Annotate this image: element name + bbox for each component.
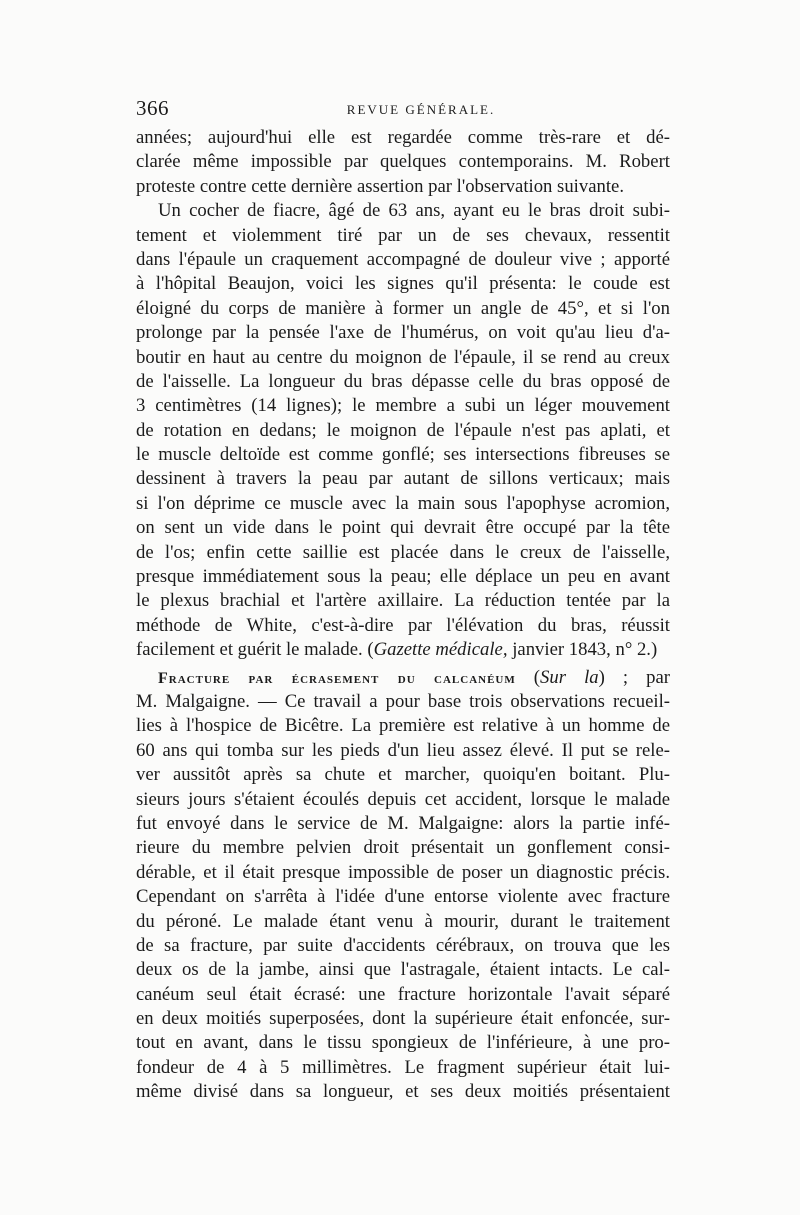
text-line: clarée même impossible par quelques contemporains. M. Robert: [136, 151, 670, 173]
text-line: de l'aisselle. La longueur du bras dépasse celle du bras opposé de: [136, 370, 670, 392]
page-number: 366: [136, 96, 169, 120]
text-line: méthode de White, c'est-à-dire par l'élévation du bras, réussit: [136, 614, 670, 636]
text-line: on sent un vide dans le point qui devrait être occupé par la tête: [136, 517, 670, 539]
text-line: si l'on déprime ce muscle avec la main sous l'apophyse acromion,: [136, 492, 670, 514]
text-line: prolonge par la pensée l'axe de l'humérus, on voit qu'au lieu d'a-: [136, 322, 670, 344]
text-line: rieure du membre pelvien droit présentait un gonflement consi-: [136, 837, 670, 859]
text-line: à l'hôpital Beaujon, voici les signes qu'il présenta: le coude est: [136, 273, 670, 295]
text-line: Cependant on s'arrêta à l'idée d'une entorse violente avec fracture: [136, 886, 670, 908]
page-header: [136, 96, 670, 122]
paragraph-2: [136, 199, 670, 638]
text-line: presque immédiatement sous la peau; elle déplace un peu en avant: [136, 566, 670, 588]
text-line: fut envoyé dans le service de M. Malgaigne: alors la partie infé-: [136, 812, 670, 834]
text-line: tement et violemment tiré par un de ses chevaux, ressentit: [136, 224, 670, 246]
text-line: de l'os; enfin cette saillie est placée dans le creux de l'aisselle,: [136, 541, 670, 563]
paragraph-1: [136, 126, 670, 199]
text-line: 3 centimètres (14 lignes); le membre a subi un léger mouvement: [136, 395, 670, 417]
text-line: de rotation en dedans; le moignon de l'épaule n'est pas aplati, et: [136, 419, 670, 441]
text-line: ver aussitôt après sa chute et marcher, quoiqu'en boitant. Plu-: [136, 764, 670, 786]
section-heading-italic: Sur la: [540, 666, 599, 688]
text-line: dessinent à travers la peau par autant de sillons verticaux; mais: [136, 468, 670, 490]
text-line: le muscle deltoïde est comme gonflé; ses intersections fibreuses se: [136, 444, 670, 466]
paragraph-2-last-line: [136, 638, 670, 662]
text-line: sieurs jours s'étaient écoulés depuis cet accident, lorsque le malade: [136, 788, 670, 810]
text-line: dans l'épaule un craquement accompagné de douleur vive ; apporté: [136, 248, 670, 270]
section-heading: Fracture par écrasement du calcanéum: [158, 669, 516, 687]
section-heading-tail: ) ; par: [598, 666, 670, 688]
citation-date: janvier 1843, n° 2.): [507, 639, 658, 661]
text-line: lies à l'hospice de Bicêtre. La première est relative à un homme de: [136, 715, 670, 737]
body-text: [136, 126, 670, 1105]
text-line: 60 ans qui tomba sur les pieds d'un lieu assez élevé. Il put se rele-: [136, 739, 670, 761]
text-line: de sa fracture, par suite d'accidents cérébraux, on trouva que les: [136, 934, 670, 956]
text-line: éloigné du corps de manière à former un angle de 45°, et si l'on: [136, 297, 670, 319]
text-line: proteste contre cette dernière assertion par l'observation suivante.: [136, 175, 625, 197]
paragraph-3: [136, 690, 670, 1105]
text-line: en deux moitiés superposées, dont la supérieure était enfoncée, sur-: [136, 1008, 670, 1030]
text-line: même divisé dans sa longueur, et ses deux moitiés présentaient: [136, 1081, 670, 1103]
text-line: années; aujourd'hui elle est regardée comme très-rare et dé-: [136, 127, 670, 148]
text-line: tout en avant, dans le tissu spongieux de l'inférieure, à une pro-: [136, 1032, 670, 1054]
text-line: M. Malgaigne. — Ce travail a pour base trois observations recueil-: [136, 690, 670, 712]
text-line: canéum seul était écrasé: une fracture horizontale l'avait séparé: [136, 983, 670, 1005]
text-line: du péroné. Le malade étant venu à mourir, durant le traitement: [136, 910, 670, 932]
section-heading-line: [136, 666, 670, 690]
text-line: deux os de la jambe, ainsi que l'astragale, étaient intacts. Le cal-: [136, 959, 670, 981]
section-heading-paren-open: (: [515, 666, 541, 688]
running-title: REVUE GÉNÉRALE.: [346, 102, 496, 117]
text-line: boutir en haut au centre du moignon de l'épaule, il se rend au creux: [136, 346, 670, 368]
citation-lead: facilement et guérit le malade. (: [136, 639, 374, 661]
citation-journal: Gazette médicale,: [373, 639, 508, 661]
text-line: Un cocher de fiacre, âgé de 63 ans, ayant eu le bras droit subi-: [158, 200, 670, 222]
text-line: dérable, et il était presque impossible de poser un diagnostic précis.: [136, 861, 670, 883]
text-line: le plexus brachial et l'artère axillaire. La réduction tentée par la: [136, 590, 670, 612]
text-line: fondeur de 4 à 5 millimètres. Le fragment supérieur était lui-: [136, 1056, 670, 1078]
